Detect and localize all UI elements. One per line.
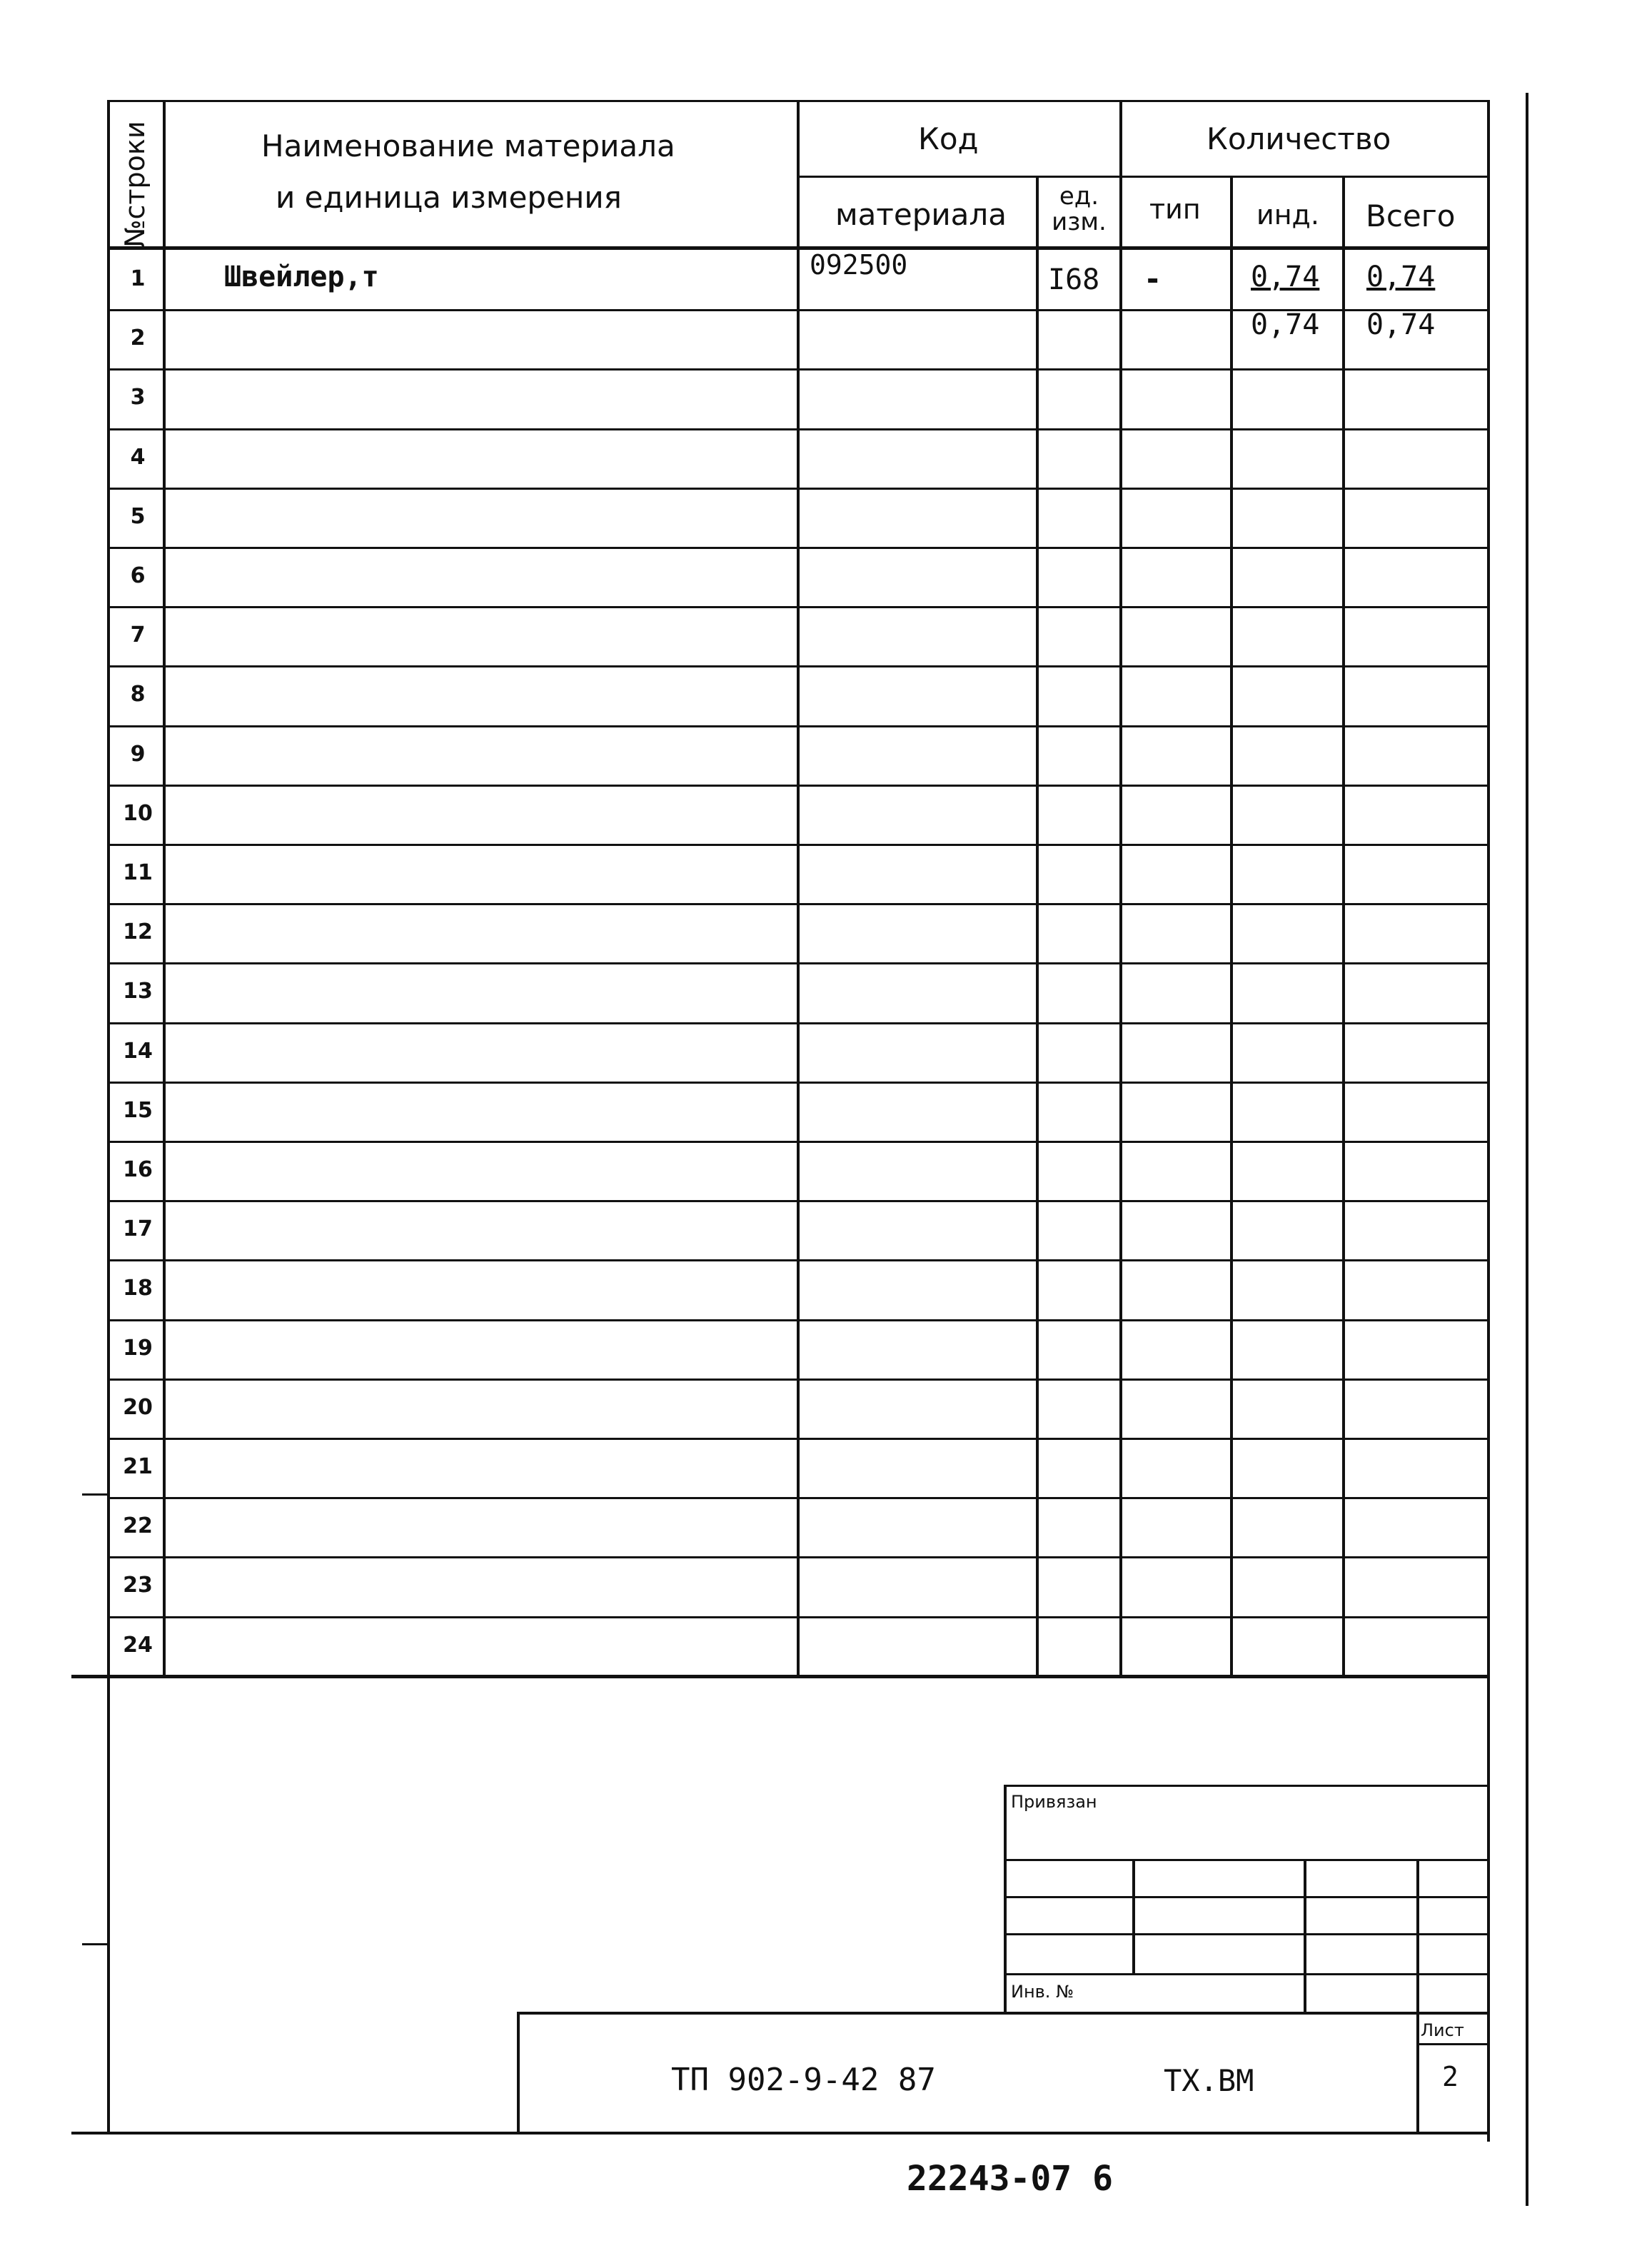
row-number: 15 <box>123 1098 153 1123</box>
table-row <box>107 1616 1490 1675</box>
row-number: 10 <box>123 801 153 826</box>
row-number: 2 <box>130 326 146 351</box>
row-number: 20 <box>123 1395 153 1420</box>
stamp-main-top <box>517 2012 1490 2015</box>
table-row <box>107 665 1490 725</box>
row-number: 24 <box>123 1633 153 1658</box>
row-number: 6 <box>130 563 146 588</box>
bottom-border <box>71 2132 1490 2135</box>
table-row <box>107 785 1490 844</box>
header-mid-line <box>797 176 1490 178</box>
row-number: 18 <box>123 1276 153 1301</box>
table-row <box>107 488 1490 547</box>
table-row <box>107 1379 1490 1438</box>
header-name-line1: Наименование материала <box>261 128 675 163</box>
stamp-sheet-line <box>1416 2043 1490 2045</box>
stamp-top-line <box>1004 1785 1490 1787</box>
row-number: 13 <box>123 979 153 1004</box>
header-ind: инд. <box>1256 199 1319 231</box>
total-value: 0,74 <box>1366 261 1436 293</box>
table-row <box>107 1259 1490 1319</box>
table-row <box>107 368 1490 428</box>
far-right-line <box>1526 93 1528 2206</box>
table-row <box>107 547 1490 606</box>
header-unit-line2: изм. <box>1052 208 1107 236</box>
ind-value: 0,74 <box>1251 261 1320 293</box>
row-number: 16 <box>123 1157 153 1182</box>
table-row <box>107 903 1490 962</box>
stamp-sheet-label: Лист <box>1421 2020 1464 2040</box>
row-number: 19 <box>123 1336 153 1361</box>
table-row <box>107 1319 1490 1379</box>
row-number: 11 <box>123 860 153 885</box>
table-row <box>107 1082 1490 1141</box>
table-row <box>107 1497 1490 1556</box>
table-row <box>107 428 1490 488</box>
row-number: 9 <box>130 742 146 767</box>
material-name: Швейлер,т <box>224 261 379 293</box>
table-row <box>107 606 1490 665</box>
row-number: 8 <box>130 682 146 707</box>
left-tick-2 <box>82 1943 109 1945</box>
header-row-number: №строки <box>119 121 151 248</box>
stamp-designation: ТП 902-9-42 87 <box>671 2062 936 2098</box>
material-code: 092500 <box>810 249 908 281</box>
ind-value: 0,74 <box>1251 308 1320 341</box>
table-row <box>107 725 1490 785</box>
header-unit-line1: ед. <box>1059 182 1099 211</box>
header-code: Код <box>918 121 979 156</box>
left-tick-1 <box>82 1493 109 1496</box>
table-row <box>107 844 1490 903</box>
row-number: 5 <box>130 504 146 529</box>
unit-code: I68 <box>1048 263 1100 296</box>
stamp-vline-3 <box>1416 1859 1419 2135</box>
header-type: тип <box>1149 193 1201 225</box>
row-number: 1 <box>130 266 146 291</box>
table-row <box>107 309 1490 368</box>
header-total: Всего <box>1366 198 1456 233</box>
stamp-vline-2 <box>1304 1859 1306 2013</box>
table-row <box>107 1438 1490 1497</box>
header-material: материала <box>835 197 1007 232</box>
row-number: 23 <box>123 1573 153 1598</box>
stamp-left-line <box>1004 1785 1007 2013</box>
header-quantity: Количество <box>1207 121 1391 156</box>
table-row <box>107 962 1490 1022</box>
table-row <box>107 1141 1490 1200</box>
row-number: 14 <box>123 1039 153 1064</box>
stamp-sheet-number: 2 <box>1442 2061 1459 2092</box>
total-value: 0,74 <box>1366 308 1436 341</box>
stamp-inv-no-label: Инв. № <box>1011 1982 1074 2002</box>
stamp-section: ТХ.ВМ <box>1164 2063 1254 2098</box>
stamp-main-left <box>517 2012 520 2133</box>
table-row <box>107 1556 1490 1616</box>
row-number: 3 <box>130 385 146 410</box>
stamp-linked-label: Привязан <box>1011 1792 1097 1812</box>
bottom-number: 22243-07 6 <box>907 2159 1113 2199</box>
table-row <box>107 250 1490 309</box>
row-number: 12 <box>123 919 153 944</box>
row-number: 4 <box>130 445 146 470</box>
stamp-vline-1 <box>1132 1859 1135 1973</box>
row-number: 22 <box>123 1513 153 1538</box>
row-number: 7 <box>130 623 146 647</box>
row-number: 21 <box>123 1454 153 1479</box>
table-row <box>107 1022 1490 1082</box>
table-row <box>107 1200 1490 1259</box>
row-number: 17 <box>123 1216 153 1241</box>
header-name-line2: и единица измерения <box>276 180 622 215</box>
type-value: - <box>1144 261 1162 296</box>
